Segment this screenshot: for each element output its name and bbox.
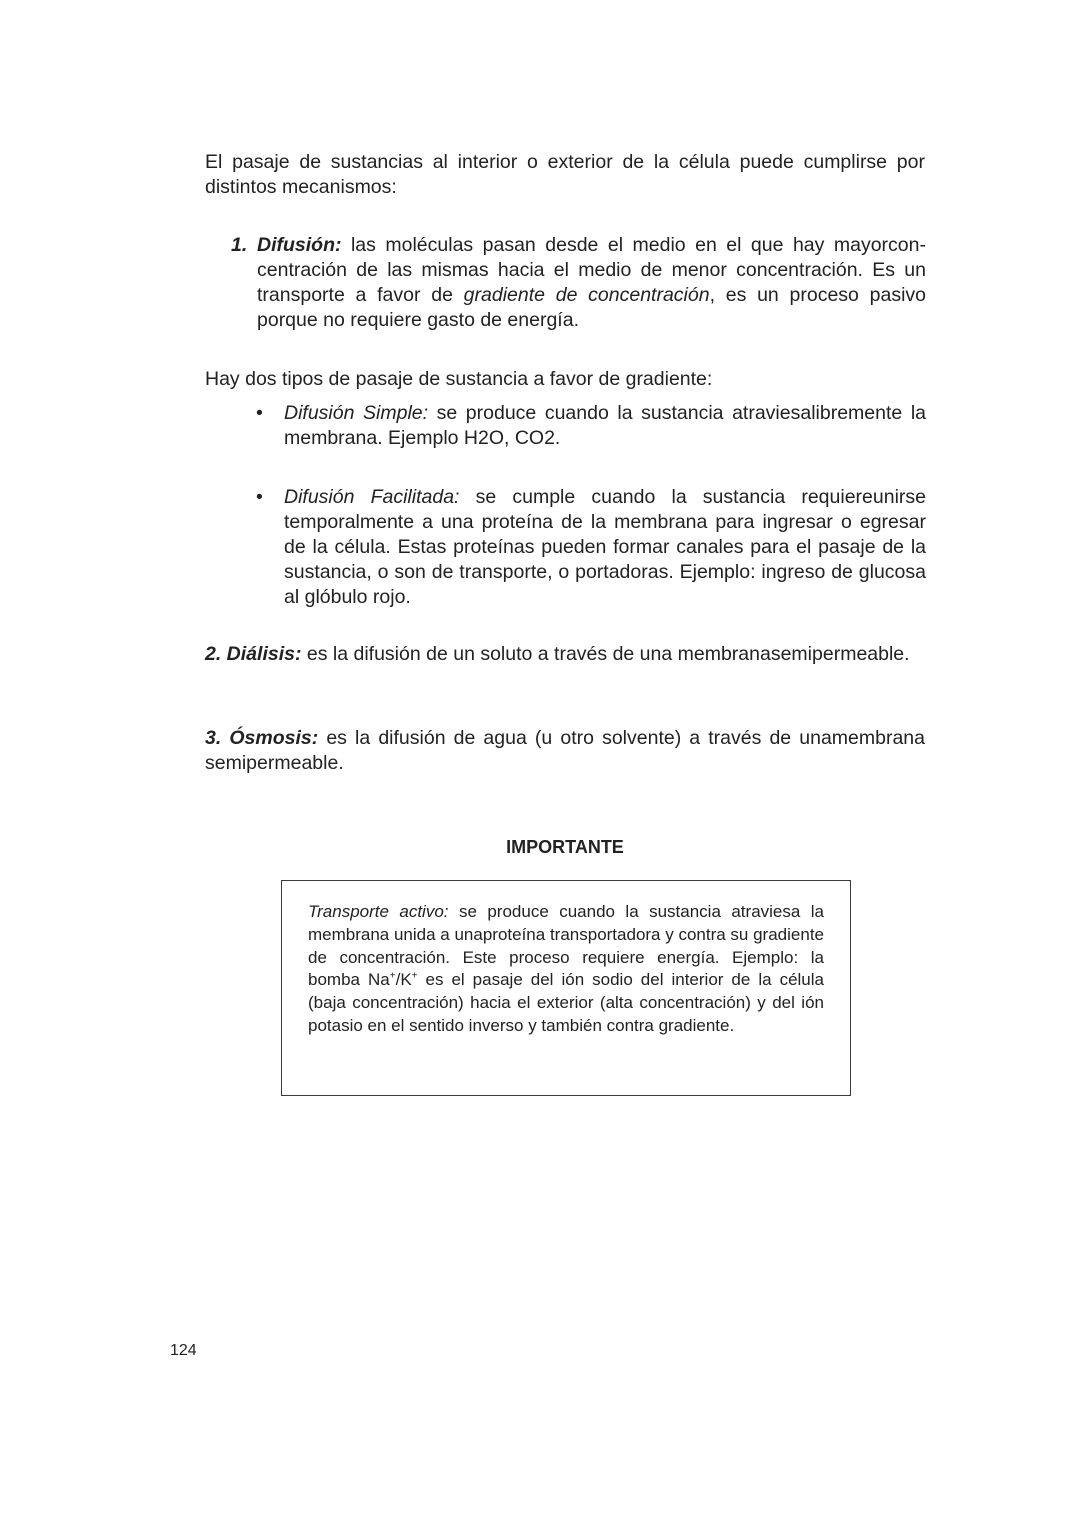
difusion-content <box>257 233 926 333</box>
bullet-item-difusion-simple <box>256 401 926 451</box>
important-text <box>308 901 824 1038</box>
difusion-item <box>231 233 926 333</box>
bullet-term: Difusión Simple: <box>284 402 429 424</box>
important-text-1: se produce cuando la sustancia atraviesa la membrana unida a unaproteína transportadora y contra su gradiente de concentración. Este proceso requiere energía. Ejemplo: la bomba <box>308 902 825 990</box>
ion-formula: Na+/K+ <box>367 970 418 990</box>
difusion-term: Difusión: <box>257 234 342 256</box>
bullet-item-difusion-facilitada <box>256 485 926 610</box>
osmosis-text: es la difusión de agua (u otro solvente) a través de unamembrana semipermeable. <box>205 727 925 774</box>
bullet-text: se produce cuando la sustancia atraviesalibremente la membrana. Ejemplo H2O, CO2. <box>284 402 926 449</box>
osmosis-term: 3. Ósmosis: <box>205 727 319 749</box>
important-heading: IMPORTANTE <box>506 837 624 857</box>
dialisis-text: es la difusión de un soluto a través de una membranasemipermeable. <box>301 643 910 665</box>
important-text-2: es el pasaje del ión sodio del interior de la célula (baja concentración) hacia el exterior (alta concentración) y del ión potasio en el sentido inverso y también contra gradiente. <box>308 970 824 1035</box>
bullet-content <box>284 401 926 451</box>
osmosis-item <box>205 726 925 776</box>
difusion-text-1: las moléculas pasan desde el medio en el que hay mayorconcentración de las mismas hacia el medio de menor concentración. Es un transporte a favor de <box>257 234 926 306</box>
important-box <box>281 880 851 1096</box>
difusion-number: 1. <box>231 234 248 256</box>
bullet-icon: • <box>256 402 263 424</box>
difusion-italic-term: gradiente de concentración <box>463 284 710 306</box>
important-term: Transporte activo: <box>308 902 449 921</box>
bullet-icon: • <box>256 486 263 508</box>
intro-paragraph: El pasaje de sustancias al interior o exterior de la célula puede cumplirse por distintos mecanismos: <box>205 151 925 198</box>
types-intro-paragraph: Hay dos tipos de pasaje de sustancia a favor de gradiente: <box>205 368 713 390</box>
bullet-text: se cumple cuando la sustancia requiereunirse temporalmente a una proteína de la membrana para ingresar o egresar de la célula. Estas proteínas pueden formar canales para el pasaje de la sustancia, o son de transporte, o portadoras. Ejemplo: ingreso de glucosa al glóbulo rojo. <box>284 486 926 608</box>
bullet-content <box>284 485 926 610</box>
dialisis-item <box>205 642 925 667</box>
bullet-term: Difusión Facilitada: <box>284 486 460 508</box>
dialisis-term: 2. Diálisis: <box>205 643 302 665</box>
difusion-text-2: , es un proceso pasivo porque no requiere gasto de energía. <box>257 284 926 331</box>
page-number: 124 <box>170 1342 197 1359</box>
